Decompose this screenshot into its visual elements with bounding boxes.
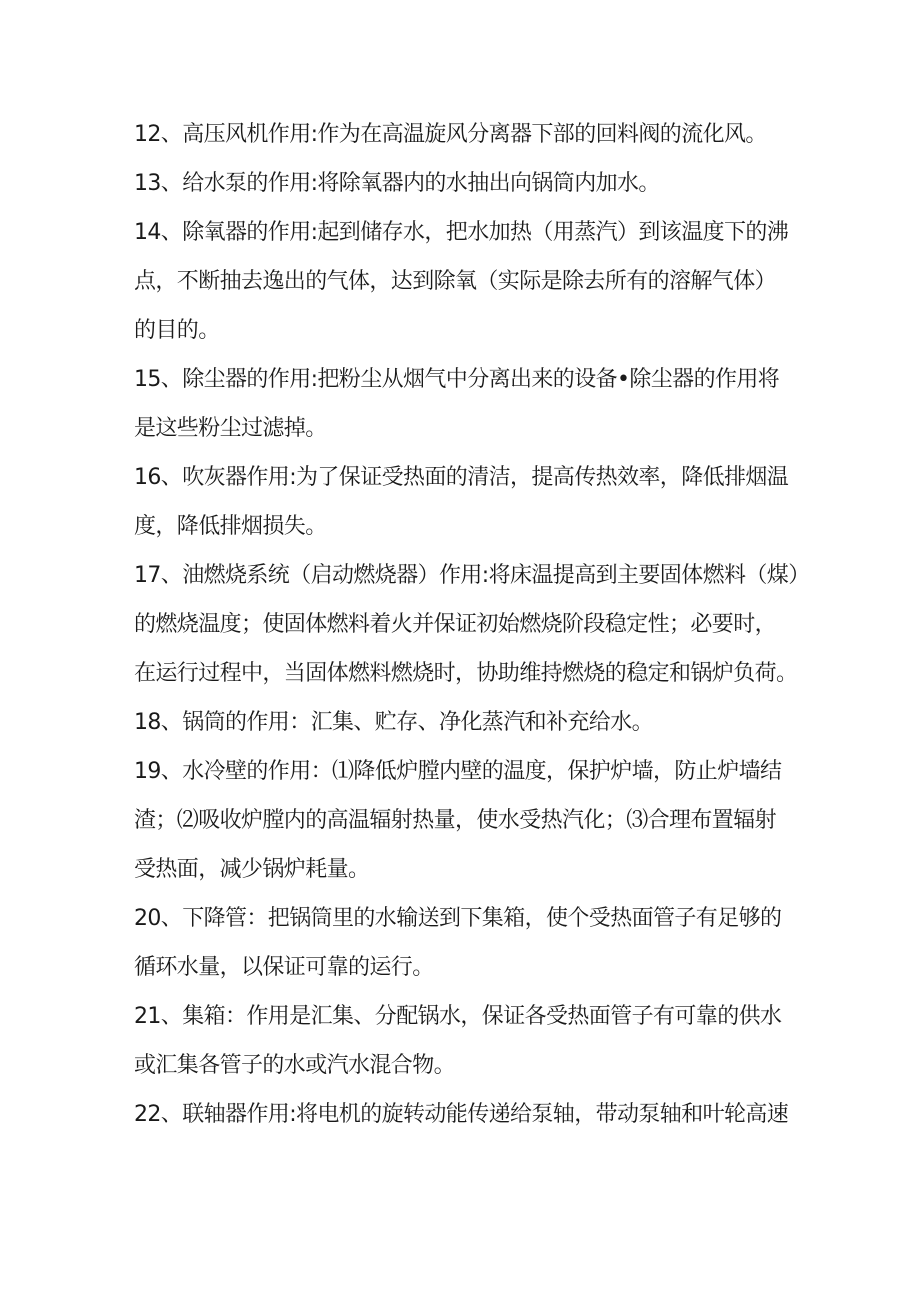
text-line: 19、水冷壁的作用：⑴降低炉膛内壁的温度，保护炉墙，防止炉墙结 <box>134 759 782 784</box>
text-line: 或汇集各管子的水或汽水混合物。 <box>134 1053 456 1078</box>
text-line: 12、高压风机作用:作为在高温旋风分离器下部的回料阀的流化风。 <box>134 122 767 147</box>
text-line: 21、集箱：作用是汇集、分配锅水，保证各受热面管子有可靠的供水 <box>134 1004 782 1029</box>
text-line: 15、除尘器的作用:把粉尘从烟气中分离出来的设备•除尘器的作用将 <box>134 367 780 392</box>
text-line: 循环水量，以保证可靠的运行。 <box>134 955 434 980</box>
text-line: 渣；⑵吸收炉膛内的高温辐射热量，使水受热汽化；⑶合理布置辐射 <box>134 808 777 833</box>
text-line: 是这些粉尘过滤掉。 <box>134 416 327 441</box>
text-line: 在运行过程中，当固体燃料燃烧时，协助维持燃烧的稳定和锅炉负荷。 <box>134 661 798 686</box>
text-line: 点，不断抽去逸出的气体，达到除氧（实际是除去所有的溶解气体） <box>134 269 777 294</box>
text-line: 17、油燃烧系统（启动燃烧器）作用:将床温提高到主要固体燃料（煤） <box>134 563 810 588</box>
text-line: 的燃烧温度；使固体燃料着火并保证初始燃烧阶段稳定性；必要时， <box>134 612 777 637</box>
text-line: 16、吹灰器作用:为了保证受热面的清洁，提高传热效率，降低排烟温 <box>134 465 789 490</box>
text-line: 20、下降管：把锅筒里的水输送到下集箱，使个受热面管子有足够的 <box>134 906 782 931</box>
text-line: 13、给水泵的作用:将除氧器内的水抽出向锅筒内加水。 <box>134 171 660 196</box>
text-line: 度，降低排烟损失。 <box>134 514 327 539</box>
text-line: 的目的。 <box>134 318 220 343</box>
text-line: 14、除氧器的作用:起到储存水，把水加热（用蒸汽）到该温度下的沸 <box>134 220 789 245</box>
text-line: 18、锅筒的作用：汇集、贮存、净化蒸汽和补充给水。 <box>134 710 653 735</box>
text-line: 22、联轴器作用:将电机的旋转动能传递给泵轴，带动泵轴和叶轮高速 <box>134 1102 789 1127</box>
text-line: 受热面，减少锅炉耗量。 <box>134 857 370 882</box>
